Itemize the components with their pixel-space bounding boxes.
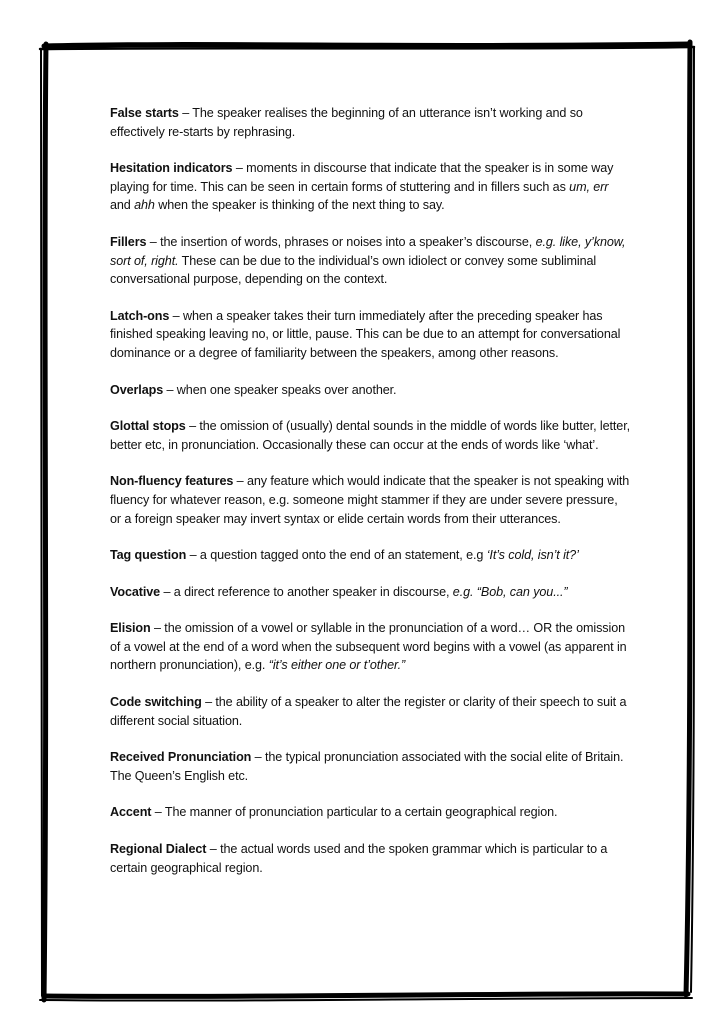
glossary-definition: and	[110, 198, 135, 213]
glossary-entry	[110, 840, 630, 877]
glossary-term: Glottal stops	[110, 419, 186, 434]
glossary-entry	[110, 583, 630, 602]
glossary-term: Elision	[110, 621, 151, 636]
glossary-term: Non-fluency features	[110, 474, 234, 489]
glossary-definition: when the speaker is thinking of the next thing to say.	[154, 198, 445, 213]
glossary-definition: – the insertion of words, phrases or noises into a speaker’s discourse,	[146, 234, 536, 249]
glossary-entry	[110, 104, 630, 141]
glossary-example: ahh	[134, 198, 155, 213]
glossary-definition: – the actual words used and the spoken grammar which is particular to a certain geographical region.	[110, 842, 608, 875]
glossary-definition: – the ability of a speaker to alter the register or clarity of their speech to suit a different social situation.	[110, 695, 627, 728]
glossary-term: Code switching	[110, 695, 202, 710]
glossary-term: Received Pronunciation	[110, 750, 252, 765]
glossary-term: False starts	[110, 106, 179, 120]
glossary-entry	[110, 307, 630, 363]
glossary-definition: – the typical pronunciation associated with the social elite of Britain. The Queen’s English etc.	[110, 750, 624, 783]
glossary-term: Hesitation indicators	[110, 161, 233, 176]
glossary-definition: – the omission of a vowel or syllable in the pronunciation of a word… OR the omission of a vowel at the end of a word when the subsequent word begins with a vowel (as apparent in northern pronunciation), e.g.	[110, 621, 627, 673]
glossary-entry	[110, 159, 630, 215]
glossary-definition: – a direct reference to another speaker in discourse,	[160, 584, 453, 599]
glossary-term: Overlaps	[110, 382, 164, 397]
glossary-definition: – when one speaker speaks over another.	[163, 382, 397, 397]
glossary-term: Regional Dialect	[110, 842, 207, 857]
glossary-definition: – moments in discourse that indicate that the speaker is in some way playing for time. This can be seen in certain forms of stuttering and in fillers such as	[110, 161, 614, 194]
glossary-example: ‘It’s cold, isn’t it?’	[486, 548, 579, 563]
glossary-entry	[110, 417, 630, 454]
glossary-term: Vocative	[110, 584, 161, 599]
glossary-entry	[110, 619, 630, 675]
glossary-definition: – a question tagged onto the end of an statement, e.g	[186, 548, 487, 563]
glossary-example: e.g. like, y’know, sort of, right.	[110, 234, 626, 268]
glossary-term: Accent	[110, 805, 152, 820]
glossary-entry	[110, 748, 630, 785]
glossary-entry	[110, 233, 630, 289]
glossary-definition: – when a speaker takes their turn immediately after the preceding speaker has finished speaking leaving no, or little, pause. This can be due to an attempt for conversational dominance or a degree of familiarity between the speakers, among other reasons.	[110, 308, 621, 360]
glossary-entry	[110, 803, 630, 822]
glossary-entry	[110, 472, 630, 528]
glossary-term: Fillers	[110, 234, 147, 249]
glossary-example: “it’s either one or t’other.”	[268, 658, 406, 673]
glossary-example: um, err	[569, 179, 609, 194]
glossary-definition: – The manner of pronunciation particular to a certain geographical region.	[151, 805, 558, 820]
glossary-term: Latch-ons	[110, 308, 170, 323]
glossary-entry	[110, 693, 630, 730]
glossary-definition: – the omission of (usually) dental sounds in the middle of words like butter, letter, better etc, in pronunciation. Occasionally these can occur at the ends of words like ‘what’.	[110, 419, 630, 452]
glossary-entry	[110, 381, 630, 400]
glossary	[110, 104, 630, 895]
glossary-definition: – any feature which would indicate that the speaker is not speaking with fluency for whatever reason, e.g. someone might stammer if they are under severe pressure, or a foreign speaker may invert syntax or elide certain words from their utterances.	[110, 474, 630, 526]
glossary-entry	[110, 546, 630, 565]
glossary-example: e.g. “Bob, can you...”	[452, 584, 568, 599]
glossary-definition: These can be due to the individual’s own idiolect or convey some subliminal conversational purpose, depending on the context.	[110, 253, 597, 287]
glossary-definition: – The speaker realises the beginning of an utterance isn’t working and so effectively re-starts by rephrasing.	[110, 106, 583, 139]
glossary-term: Tag question	[110, 548, 187, 563]
